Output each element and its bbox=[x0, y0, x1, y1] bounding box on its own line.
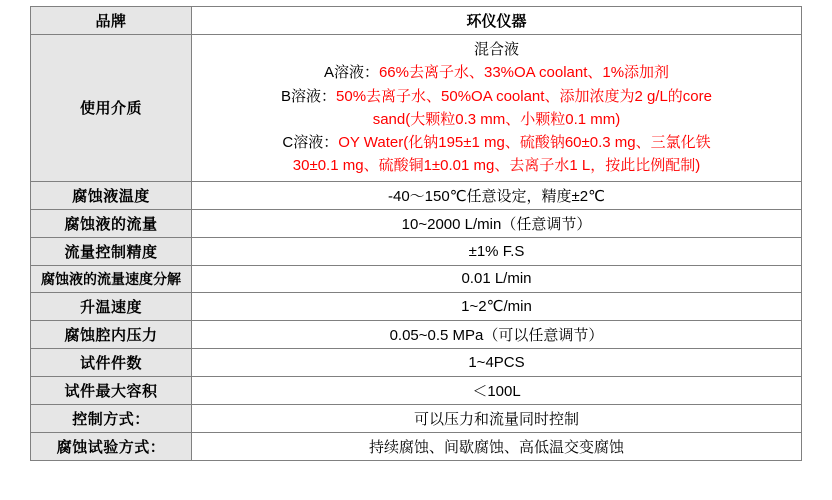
media-line-4 bbox=[196, 108, 797, 131]
row-label-flow-accuracy: 流量控制精度 bbox=[31, 237, 192, 265]
media-seg: sand bbox=[372, 110, 406, 128]
media-line-6 bbox=[196, 154, 797, 177]
row-value-media bbox=[192, 35, 802, 182]
row-label-brand: 品牌 bbox=[31, 7, 192, 35]
row-value-flow-accuracy: ±1% F.S bbox=[192, 237, 802, 265]
media-seg: 混合液 bbox=[473, 41, 519, 58]
table-row bbox=[31, 209, 802, 237]
row-label-specimen-count: 试件件数 bbox=[31, 348, 192, 376]
row-label-flow-resolution: 腐蚀液的流量速度分解 bbox=[31, 265, 192, 292]
row-label-heating-rate: 升温速度 bbox=[31, 292, 192, 320]
media-line-3 bbox=[196, 85, 797, 108]
row-label-chamber-pressure: 腐蚀腔内压力 bbox=[31, 320, 192, 348]
table-row bbox=[31, 181, 802, 209]
row-value-temperature: -40～150℃任意设定，精度±2℃ bbox=[192, 181, 802, 209]
row-value-flow-resolution: 0.01 L/min bbox=[192, 265, 802, 292]
table-row bbox=[31, 376, 802, 404]
table-body bbox=[31, 7, 802, 461]
media-seg: (大颗粒0.3 mm、小颗粒0.1 mm) bbox=[405, 110, 621, 128]
row-value-chamber-pressure: 0.05~0.5 MPa（可以任意调节） bbox=[192, 320, 802, 348]
media-seg: B溶液： bbox=[281, 87, 337, 105]
media-line-5 bbox=[196, 131, 797, 154]
row-value-heating-rate: 1~2℃/min bbox=[192, 292, 802, 320]
table-row bbox=[31, 404, 802, 432]
row-label-media: 使用介质 bbox=[31, 35, 192, 182]
row-label-temperature: 腐蚀液温度 bbox=[31, 181, 192, 209]
media-seg: 50%去离子水、50%OA coolant、添加浓度为2 g/L的core bbox=[336, 87, 712, 105]
table-row bbox=[31, 265, 802, 292]
row-value-specimen-volume: ＜100L bbox=[192, 376, 802, 404]
specification-table bbox=[30, 6, 802, 461]
media-seg: C溶液： bbox=[282, 134, 339, 151]
media-seg: 30±0.1 mg、硫酸铜1±0.01 mg、去离子水1 L，按此比例配制) bbox=[292, 157, 701, 175]
table-row bbox=[31, 292, 802, 320]
table-row bbox=[31, 237, 802, 265]
row-value-control-mode: 可以压力和流量同时控制 bbox=[192, 404, 802, 432]
media-line-1 bbox=[196, 38, 797, 61]
table-row bbox=[31, 35, 802, 182]
media-line-2 bbox=[196, 61, 797, 84]
table-row bbox=[31, 320, 802, 348]
table-row bbox=[31, 7, 802, 35]
row-label-test-mode: 腐蚀试验方式： bbox=[31, 432, 192, 460]
row-value-specimen-count: 1~4PCS bbox=[192, 348, 802, 376]
row-label-flow: 腐蚀液的流量 bbox=[31, 209, 192, 237]
row-label-control-mode: 控制方式： bbox=[31, 404, 192, 432]
row-label-specimen-volume: 试件最大容积 bbox=[31, 376, 192, 404]
media-seg: OY Water(化钠195±1 mg、硫酸钠60±0.3 mg、三氯化铁 bbox=[338, 134, 711, 151]
row-value-flow: 10~2000 L/min（任意调节） bbox=[192, 209, 802, 237]
row-value-test-mode: 持续腐蚀、间歇腐蚀、高低温交变腐蚀 bbox=[192, 432, 802, 460]
table-row bbox=[31, 432, 802, 460]
media-seg: 66%去离子水、33%OA coolant、1%添加剂 bbox=[378, 64, 670, 82]
table-row bbox=[31, 348, 802, 376]
row-value-brand: 环仪仪器 bbox=[192, 7, 802, 35]
media-seg: A溶液： bbox=[323, 64, 379, 82]
